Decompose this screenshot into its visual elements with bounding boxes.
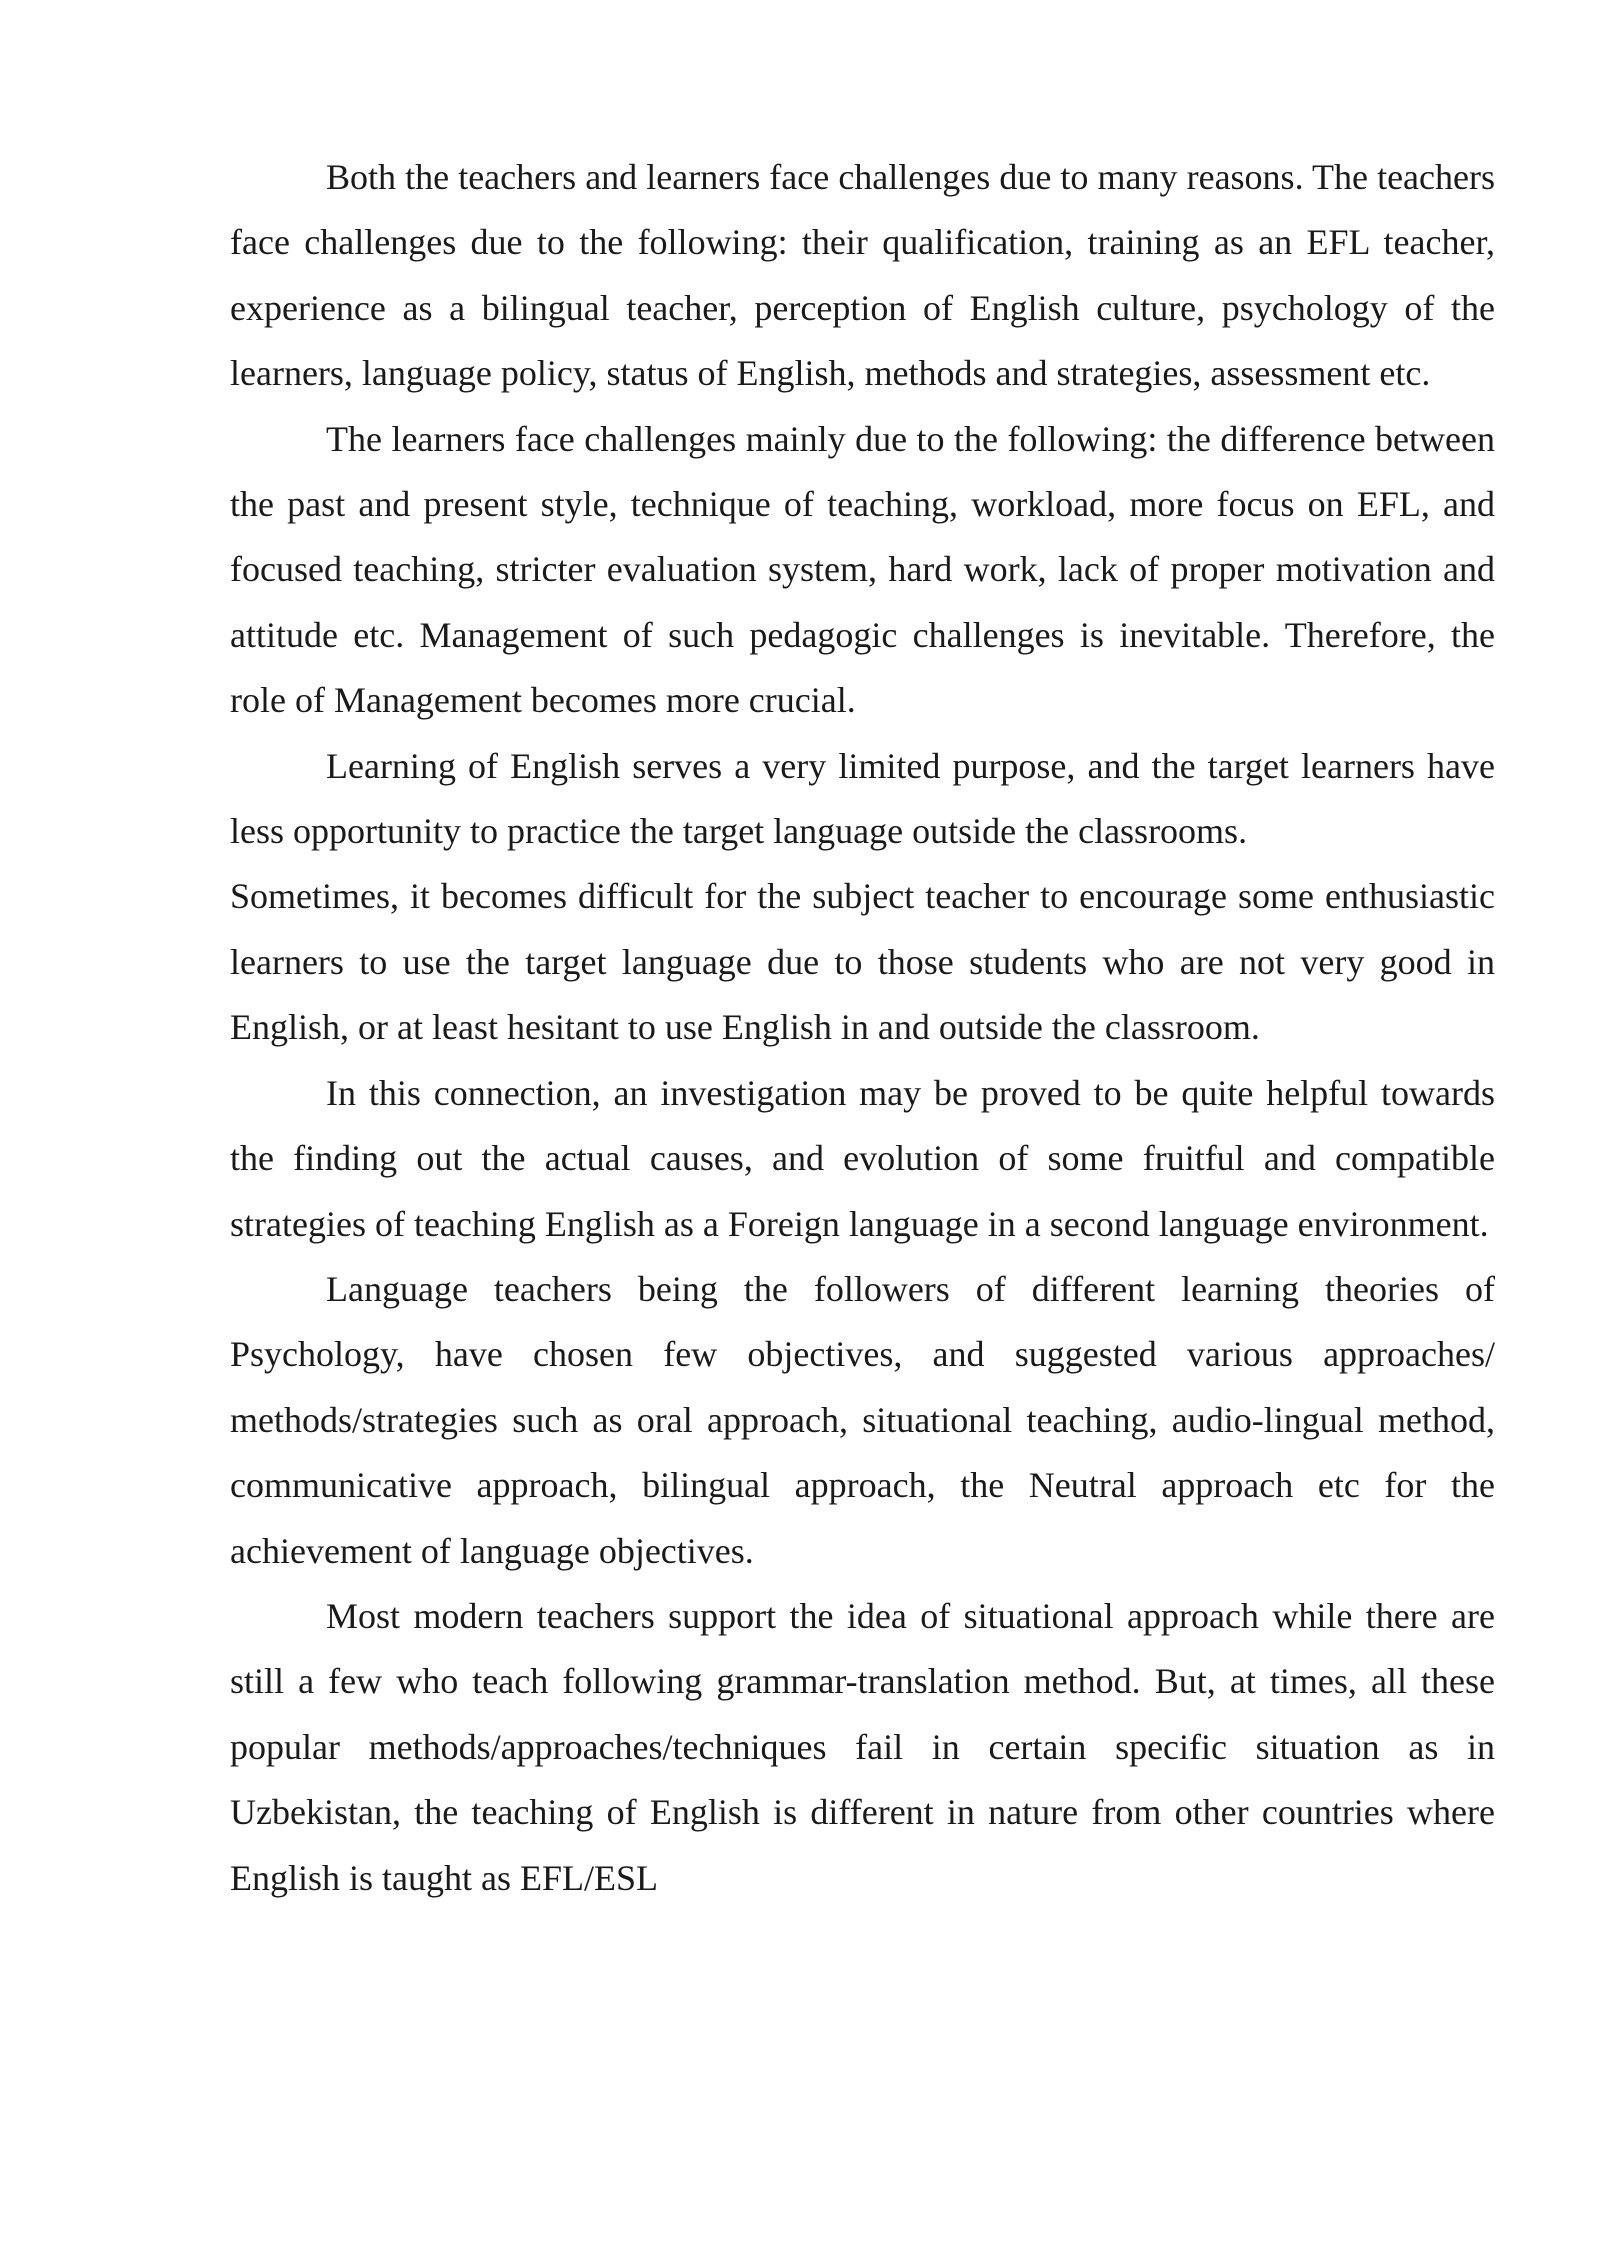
paragraph-limited-purpose: Learning of English serves a very limited purpose, and the target learners have less opportunity to practice the target language outside the classrooms. <box>230 745 1495 852</box>
paragraph-encourage-learners: Sometimes, it becomes difficult for the subject teacher to encourage some enthusiastic learners to use the target language due to those students who are not very good in English, or at least hesitant to use English in and outside the classroom. <box>230 876 1495 1048</box>
document-body <box>230 145 1495 1911</box>
paragraph-investigation: In this connection, an investigation may be proved to be quite helpful towards the finding out the actual causes, and evolution of some fruitful and compatible strategies of teaching English as a Foreign language in a second language environment. <box>230 1072 1495 1244</box>
paragraph-teacher-challenges: Both the teachers and learners face challenges due to many reasons. The teachers face challenges due to the following: their qualification, training as an EFL teacher, experience as a bilingual teacher, perception of English culture, psychology of the learners, language policy, status of English, methods and strategies, assessment etc. <box>230 157 1495 394</box>
paragraph-learning-theories: Language teachers being the followers of different learning theories of Psychology, have chosen few objectives, and suggested various approaches/ methods/strategies such as oral approach, situational teaching, audio-lingual method, communicative approach, bilingual approach, the Neutral approach etc for the achievement of language objectives. <box>230 1268 1495 1571</box>
paragraph-situational-approach: Most modern teachers support the idea of situational approach while there are still a few who teach following grammar-translation method. But, at times, all these popular methods/approaches/techniques fail in certain specific situation as in Uzbekistan, the teaching of English is different in nature from other countries where English is taught as EFL/ESL <box>230 1595 1495 1898</box>
paragraph-learner-challenges: The learners face challenges mainly due to the following: the difference between the past and present style, technique of teaching, workload, more focus on EFL, and focused teaching, stricter evaluation system, hard work, lack of proper motivation and attitude etc. Management of such pedagogic challenges is inevitable. Therefore, the role of Management becomes more crucial. <box>230 418 1495 721</box>
